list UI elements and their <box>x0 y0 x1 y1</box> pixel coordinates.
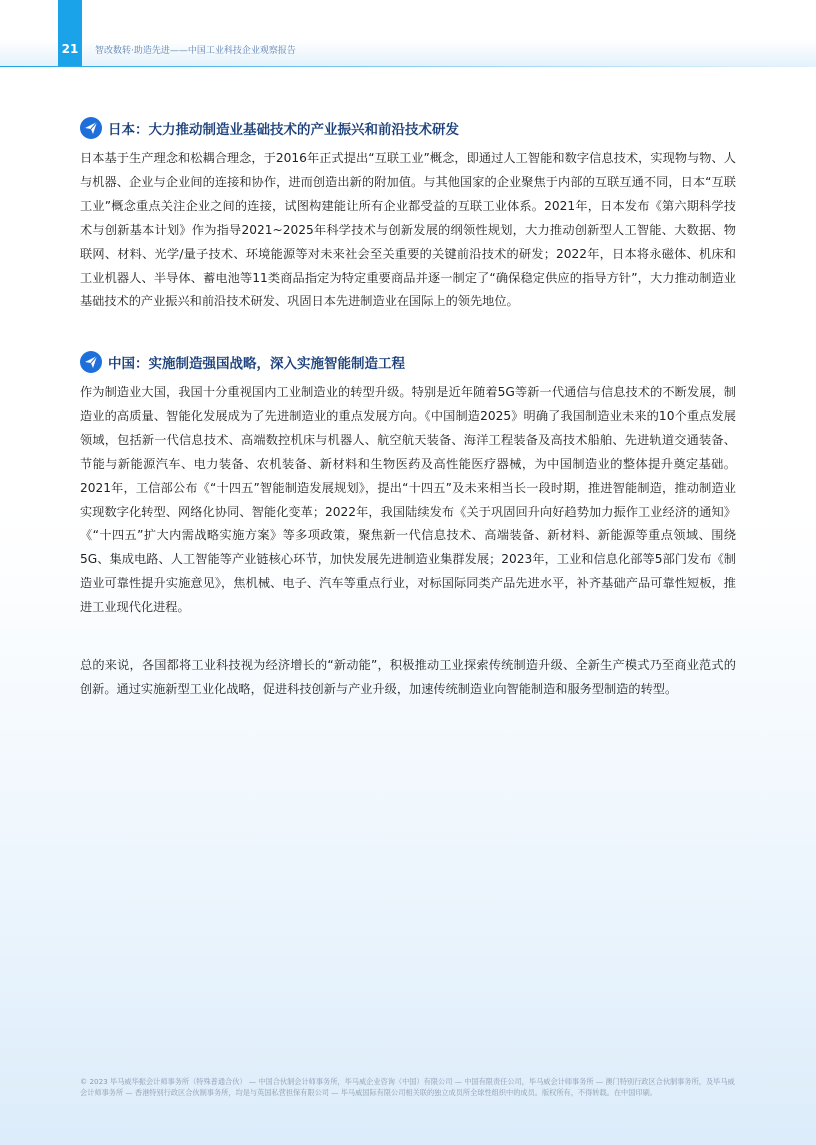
section-body-china: 作为制造业大国，我国十分重视国内工业制造业的转型升级。特别是近年随着5G等新一代通信与信息技术的不断发展，制造业的高质量、智能化发展成为了先进制造业的重点发展方向。《中国制造2025》明确了我国制造业未来的10个重点发展领域，包括新一代信息技术、高端数控机床与机器人、航空航天装备、海洋工程装备及高技术船舶、先进轨道交通装备、节能与新能源汽车、电力装备、农机装备、新材料和生物医药及高性能医疗器械，为中国制造业的整体提升奠定基础。2021年，工信部公布《“十四五”智能制造发展规划》，提出“十四五”及未来相当长一段时期，推进智能制造，推动制造业实现数字化转型、网络化协同、智能化变革；2022年，我国陆续发布《关于巩固回升向好趋势加力振作工业经济的通知》《“十四五”扩大内需战略实施方案》等多项政策，聚焦新一代信息技术、高端装备、新材料、新能源等重点领域、围绕5G、集成电路、人工智能等产业链核心环节，加快发展先进制造业集群发展；2023年，工业和信息化部等5部门发布《制造业可靠性提升实施意见》，焦机械、电子、汽车等重点行业，对标国际同类产品先进水平，补齐基础产品可靠性短板，推进工业现代化进程。 <box>80 385 736 615</box>
copyright-footer: © 2023 毕马威华振会计师事务所（特殊普通合伙） — 中国合伙制会计师事务所，毕马威企业咨询（中国）有限公司 — 中国有限责任公司，毕马威会计师事务所 — 澳门特别行政区合伙制事务所，及毕马威会计师事务所 — 香港特别行政区合伙制事务所，均是与英国私营担保有限公司 — 毕马威国际有限公司相关联的独立成员所全球性组织中的成员。版权所有，不得转载。在中国印刷。 <box>80 1077 735 1097</box>
header-divider <box>0 66 816 67</box>
section-title: 中国：实施制造强国战略，深入实施智能制造工程 <box>108 356 405 372</box>
section-heading-china <box>80 349 405 375</box>
report-title: 智改数转·助造先进——中国工业科技企业观察报告 <box>95 46 296 56</box>
page-number-tab <box>58 0 82 66</box>
paper-plane-icon <box>80 351 102 373</box>
page-header <box>0 0 816 66</box>
page-number: 21 <box>61 42 79 56</box>
paper-plane-icon <box>80 117 102 139</box>
conclusion-paragraph: 总的来说，各国都将工业科技视为经济增长的“新动能”，积极推动工业探索传统制造升级、全新生产模式乃至商业范式的创新。通过实施新型工业化战略，促进科技创新与产业升级，加速传统制造业向智能制造和服务型制造的转型。 <box>80 658 736 696</box>
section-heading-japan <box>80 115 459 141</box>
section-title: 日本：大力推动制造业基础技术的产业振兴和前沿技术研发 <box>108 122 459 138</box>
section-body-japan: 日本基于生产理念和松耦合理念，于2016年正式提出“互联工业”概念，即通过人工智能和数字信息技术，实现物与物、人与机器、企业与企业间的连接和协作，进而创造出新的附加值。与其他国家的企业聚焦于内部的互联互通不同，日本“互联工业”概念重点关注企业之间的连接，试图构建能让所有企业都受益的互联工业体系。2021年，日本发布《第六期科学技术与创新基本计划》作为指导2021~2025年科学技术与创新发展的纲领性规划，大力推动创新型人工智能、大数据、物联网、材料、光学/量子技术、环境能源等对未来社会至关重要的关键前沿技术的研发；2022年，日本将永磁体、机床和工业机器人、半导体、蓄电池等11类商品指定为特定重要商品并逐一制定了“确保稳定供应的指导方针”，大力推动制造业基础技术的产业振兴和前沿技术研发、巩固日本先进制造业在国际上的领先地位。 <box>80 151 736 309</box>
